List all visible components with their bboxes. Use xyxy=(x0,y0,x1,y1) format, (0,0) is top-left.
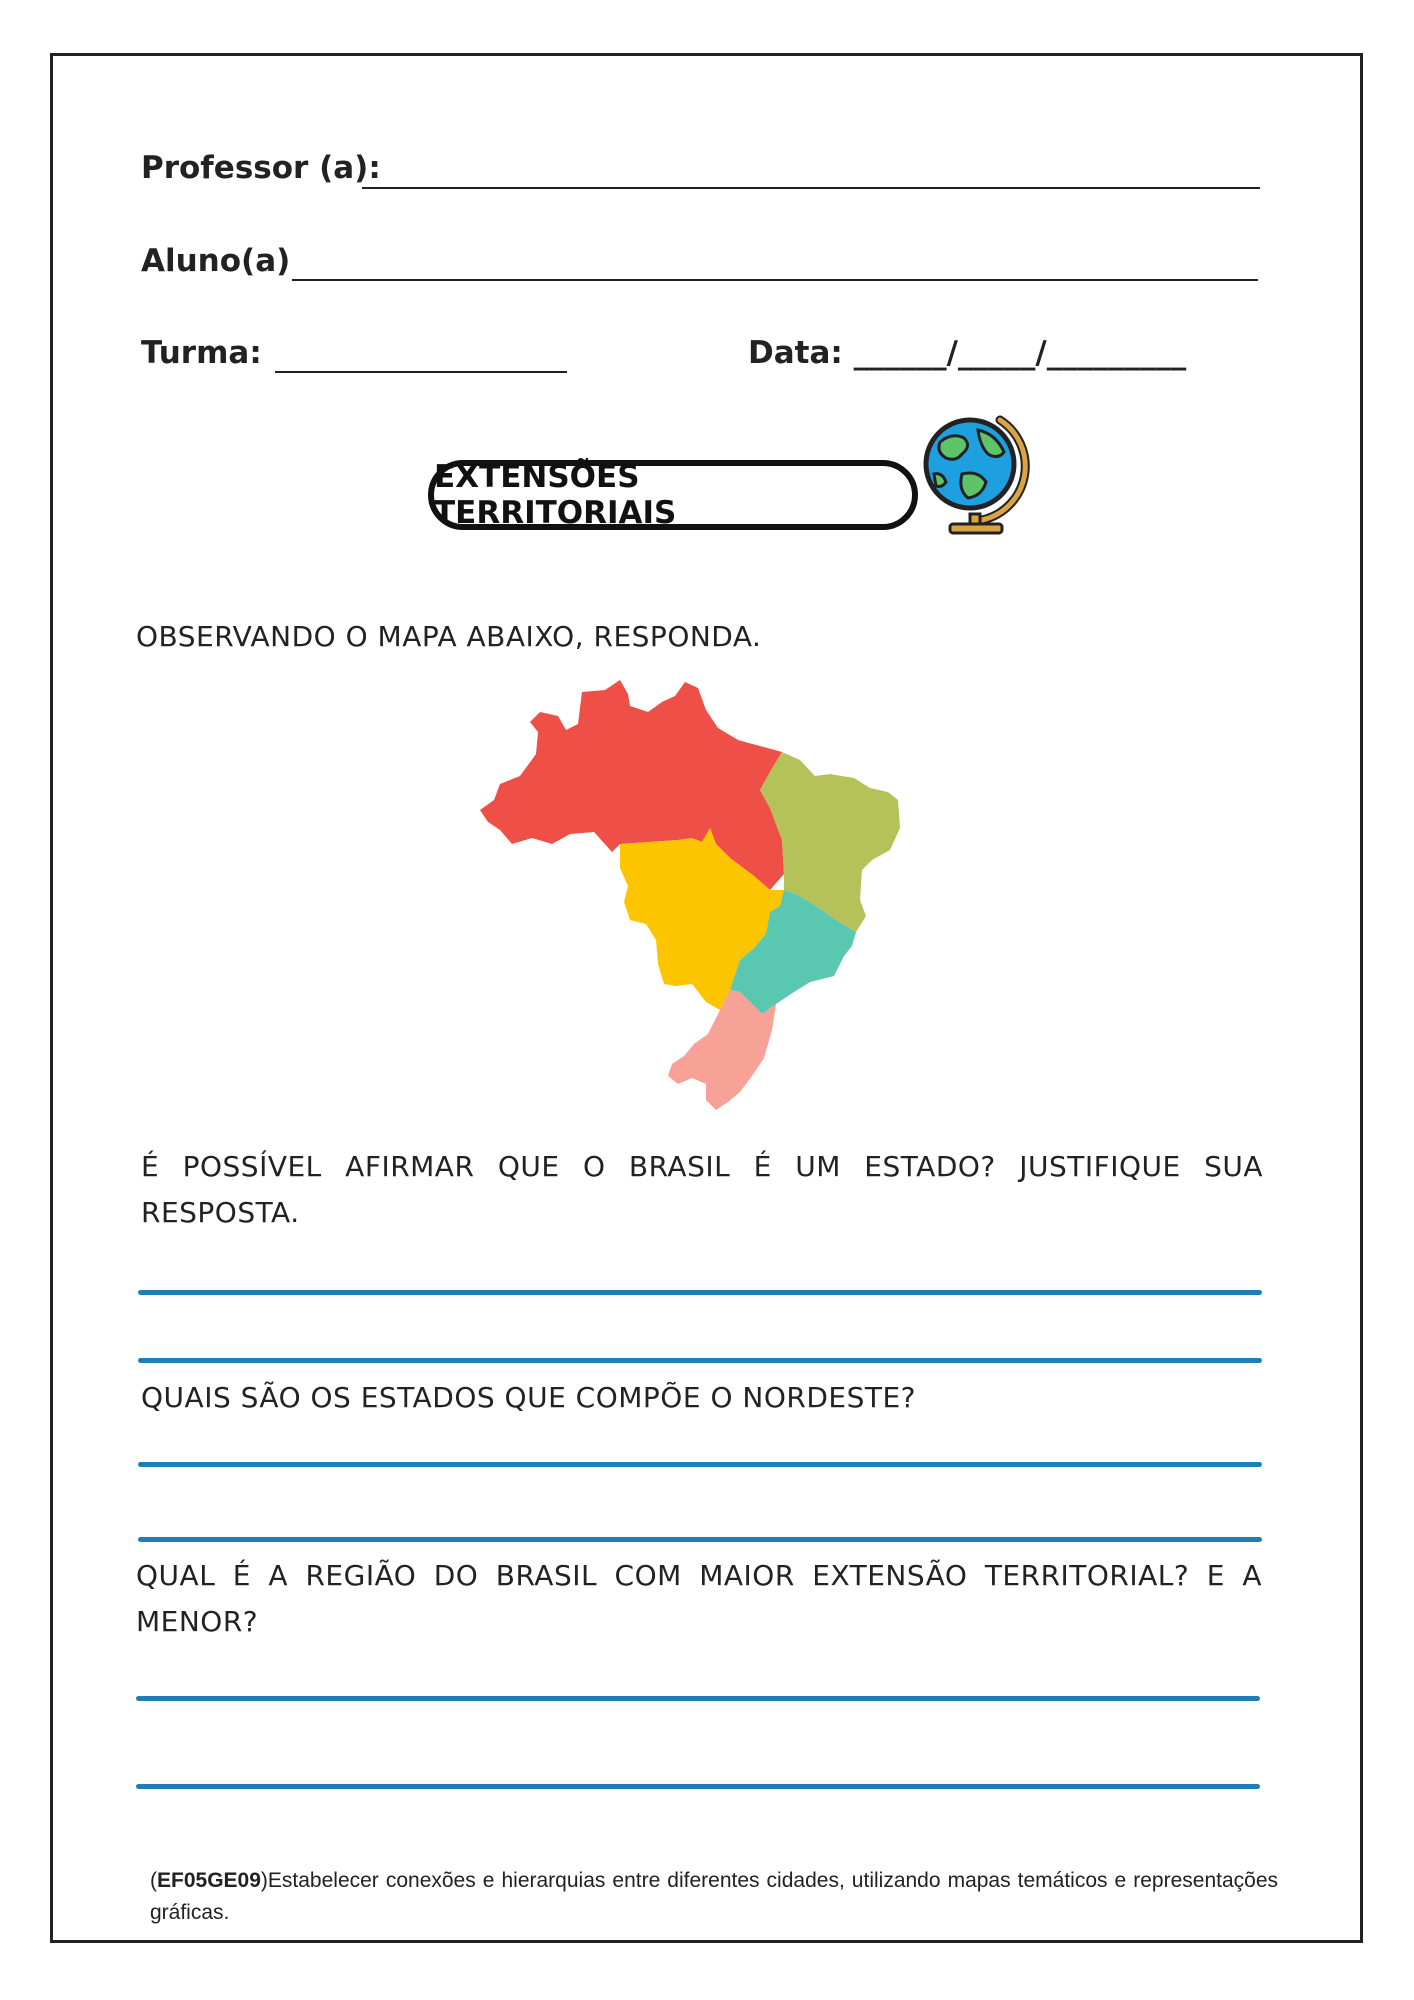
class-blank-line[interactable] xyxy=(275,371,567,373)
answer-line-1a[interactable] xyxy=(138,1290,1262,1295)
date-label: Data: xyxy=(748,335,843,371)
question-2: QUAIS SÃO OS ESTADOS QUE COMPÕE O NORDESTE? xyxy=(141,1381,916,1414)
footer-close-paren: ) xyxy=(260,1869,268,1892)
class-label: Turma: xyxy=(141,335,262,371)
footer-text: Estabelecer conexões e hierarquias entre diferentes cidades, utilizando mapas temáticos e representações gráficas. xyxy=(150,1869,1278,1924)
date-field[interactable] xyxy=(748,335,1186,371)
title-banner xyxy=(428,460,918,530)
student-blank-line[interactable] xyxy=(292,279,1258,281)
student-label: Aluno(a) xyxy=(141,243,291,279)
globe-icon xyxy=(912,402,1032,537)
question-1: É POSSÍVEL AFIRMAR QUE O BRASIL É UM ESTADO? JUSTIFIQUE SUA RESPOSTA. xyxy=(141,1150,1263,1229)
instruction-text: OBSERVANDO O MAPA ABAIXO, RESPONDA. xyxy=(136,620,762,653)
answer-line-2b[interactable] xyxy=(138,1537,1262,1542)
teacher-blank-line[interactable] xyxy=(362,187,1260,189)
footer-open-paren: ( xyxy=(150,1869,157,1892)
date-blank: ______/_____/_________ xyxy=(853,335,1187,371)
footer-skill-description xyxy=(150,1865,1278,1929)
class-field[interactable] xyxy=(141,335,262,371)
question-3: QUAL É A REGIÃO DO BRASIL COM MAIOR EXTENSÃO TERRITORIAL? E A MENOR? xyxy=(136,1559,1262,1638)
teacher-field[interactable] xyxy=(141,150,381,186)
footer-skill-code: EF05GE09 xyxy=(157,1869,261,1892)
teacher-label: Professor (a): xyxy=(141,150,381,186)
answer-line-3b[interactable] xyxy=(136,1784,1260,1789)
brazil-map xyxy=(470,680,930,1140)
answer-line-1b[interactable] xyxy=(138,1358,1262,1363)
page-title: EXTENSÕES TERRITORIAIS xyxy=(434,459,677,531)
student-field[interactable] xyxy=(141,243,290,279)
answer-line-2a[interactable] xyxy=(138,1462,1262,1467)
answer-line-3a[interactable] xyxy=(136,1696,1260,1701)
